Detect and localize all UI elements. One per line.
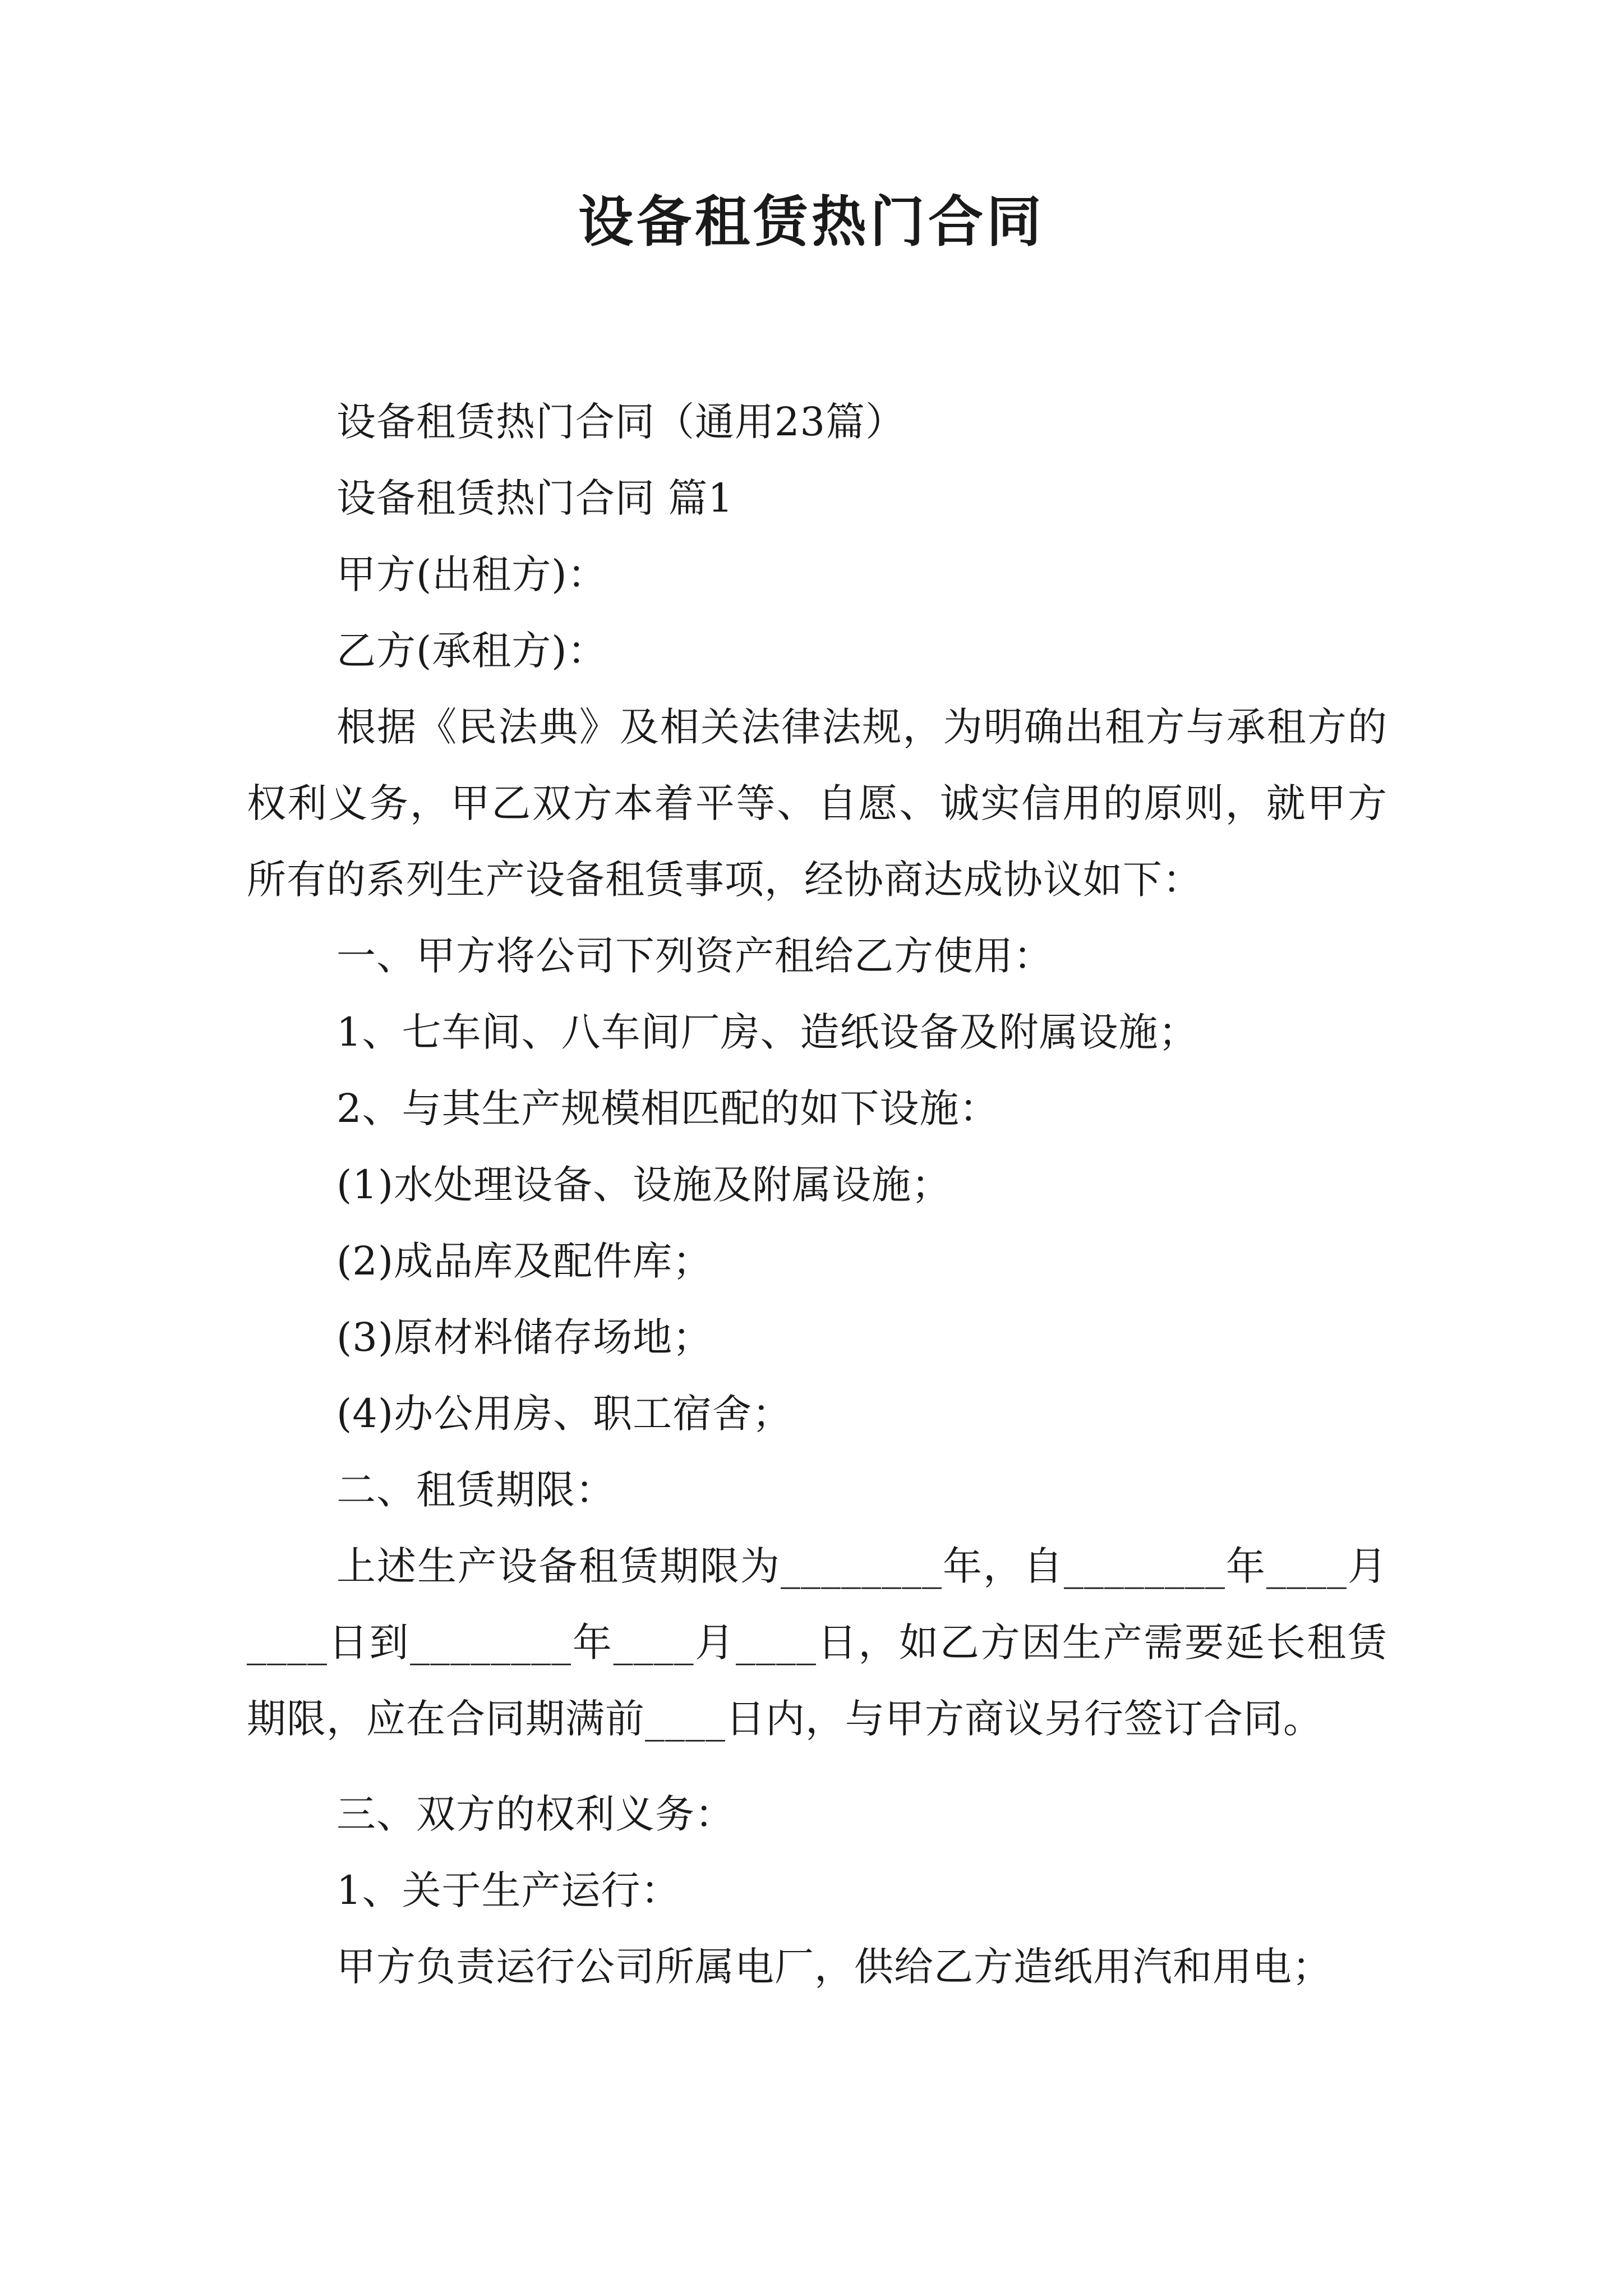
paragraph-subitem-1: (1)水处理设备、设施及附属设施；: [336, 1162, 952, 1208]
paragraph-party-b: 乙方(承租方)：: [336, 628, 607, 674]
paragraph-section-heading: 设备租赁热门合同 篇1: [336, 475, 734, 521]
document-title: 设备租赁热门合同: [578, 190, 1045, 254]
paragraph-spacer: [247, 1757, 1387, 1776]
paragraph-operation-detail: 甲方负责运行公司所属电厂，供给乙方造纸用汽和用电；: [336, 1944, 1332, 1990]
paragraph-clause-2: 二、租赁期限：: [336, 1467, 615, 1513]
paragraph-clause-1: 一、甲方将公司下列资产租给乙方使用：: [336, 933, 1053, 979]
paragraph-subitem-2: (2)成品库及配件库；: [336, 1238, 713, 1284]
paragraph-subitem-4: (4)办公用房、职工宿舍；: [336, 1391, 792, 1437]
paragraph-item-operation: 1、关于生产运行：: [336, 1867, 681, 1913]
paragraph-party-a: 甲方(出租方)：: [336, 551, 607, 597]
paragraph-preamble: 根据《民法典》及相关法律法规，为明确出租方与承租方的权利义务，甲乙双方本着平等、自愿、诚实信用的原则，就甲方所有的系列生产设备租赁事项，经协商达成协议如下：: [247, 704, 1387, 903]
paragraph-clause-3: 三、双方的权利义务：: [336, 1791, 735, 1837]
paragraph-subtitle: 设备租赁热门合同（通用23篇）: [336, 399, 906, 445]
paragraph-lease-term: 上述生产设备租赁期限为________年，自________年____月____日到________年____月____日，如乙方因生产需要延长租赁期限，应在合同期满前____日内，与甲方商议另行签订合同。: [247, 1543, 1387, 1742]
paragraph-item-2: 2、与其生产规模相匹配的如下设施：: [336, 1085, 999, 1131]
paragraph-item-1: 1、七车间、八车间厂房、造纸设备及附属设施；: [336, 1009, 1198, 1055]
document-body: [247, 384, 1387, 2005]
paragraph-subitem-3: (3)原材料储存场地；: [336, 1314, 713, 1360]
